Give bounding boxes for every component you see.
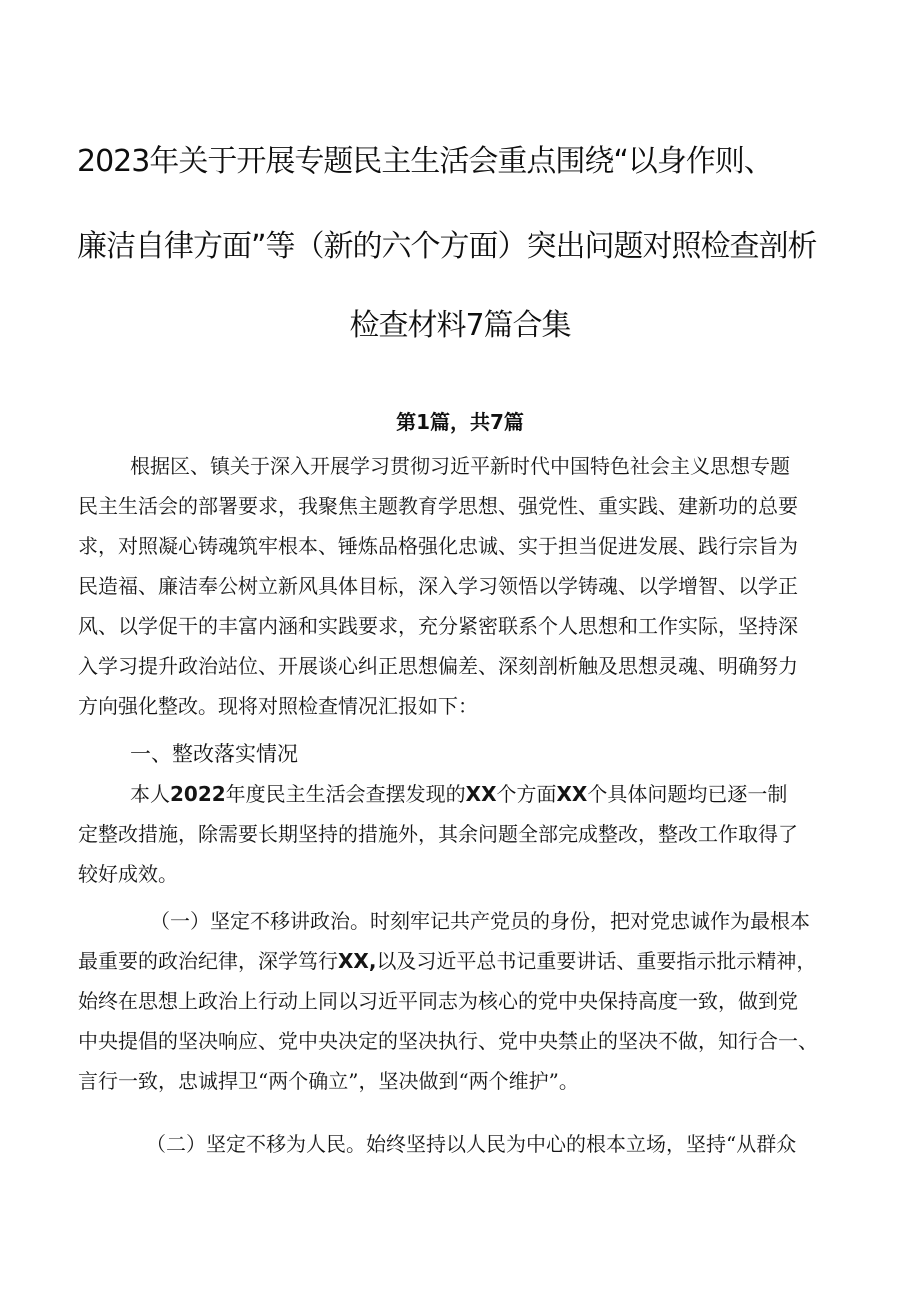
text-run: 年度民主生活会查摆发现的 (225, 782, 466, 806)
intro-line: 求，对照凝心铸魂筑牢根本、锤炼品格强化忠诚、实于担当促进发展、践行宗旨为 (78, 534, 798, 558)
text-run: 个具体问题均已逐一制 (587, 782, 788, 806)
intro-line: 民造福、廉洁奉公树立新风具体目标，深入学习领悟以学铸魂、以学增智、以学正 (78, 574, 798, 598)
placeholder-xx: XX (465, 782, 497, 806)
intro-line: 入学习提升政治站位、开展谈心纠正思想偏差、深刻剖析触及思想灵魂、明确努力 (78, 654, 798, 678)
item-line: （二）坚定不移为人民。始终坚持以人民为中心的根本立场，坚持“从群众 (146, 1132, 797, 1156)
text-run: 最重要的政治纪律，深学笃行 (78, 949, 338, 973)
document-title-line-1: 2023年关于开展专题民主生活会重点围绕“以身作则、 (77, 144, 773, 179)
intro-line: 根据区、镇关于深入开展学习贯彻习近平新时代中国特色社会主义思想专题 (130, 454, 790, 478)
document-title-line-3: 检查材料7篇合集 (349, 308, 571, 343)
text-run: 个方面 (496, 782, 557, 806)
intro-line: 方向强化整改。现将对照检查情况汇报如下： (78, 694, 478, 718)
item-people-paragraph (78, 1124, 853, 1164)
rectification-line: 较好成效。 (78, 862, 178, 886)
section-heading-rectification: 一、整改落实情况 (130, 742, 298, 766)
placeholder-xx: XX, (338, 949, 377, 973)
intro-line: 风、以学促干的丰富内涵和实践要求，充分紧密联系个人思想和工作实际，坚持深 (78, 614, 798, 638)
text-run: 以及习近平总书记重要讲话、重要指示批示精神， (376, 949, 817, 973)
intro-line: 民主生活会的部署要求，我聚焦主题教育学思想、强党性、重实践、建新功的总要 (78, 494, 798, 518)
item-line: （一）坚定不移讲政治。时刻牢记共产党员的身份，把对党忠诚作为最根本 (150, 909, 810, 933)
part-indicator: 第1篇，共7篇 (396, 410, 524, 434)
intro-paragraph (78, 446, 853, 726)
item-politics-paragraph (78, 901, 853, 1101)
document-title-line-2: 廉洁自律方面”等（新的六个方面）突出问题对照检查剖析 (77, 229, 817, 264)
rectification-paragraph (78, 774, 853, 894)
text-run: 本人 (130, 782, 170, 806)
item-line: 中央提倡的坚决响应、党中央决定的坚决执行、党中央禁止的坚决不做，知行合一、 (78, 1029, 818, 1053)
rectification-line (78, 774, 853, 814)
item-line (78, 941, 853, 981)
year-value: 2022 (170, 782, 226, 806)
item-line: 言行一致，忠诚捍卫“两个确立”，坚决做到“两个维护”。 (78, 1069, 579, 1093)
placeholder-xx: XX (556, 782, 588, 806)
item-line: 始终在思想上政治上行动上同以习近平同志为核心的党中央保持高度一致，做到党 (78, 989, 798, 1013)
rectification-line: 定整改措施，除需要长期坚持的措施外，其余问题全部完成整改，整改工作取得了 (78, 822, 798, 846)
